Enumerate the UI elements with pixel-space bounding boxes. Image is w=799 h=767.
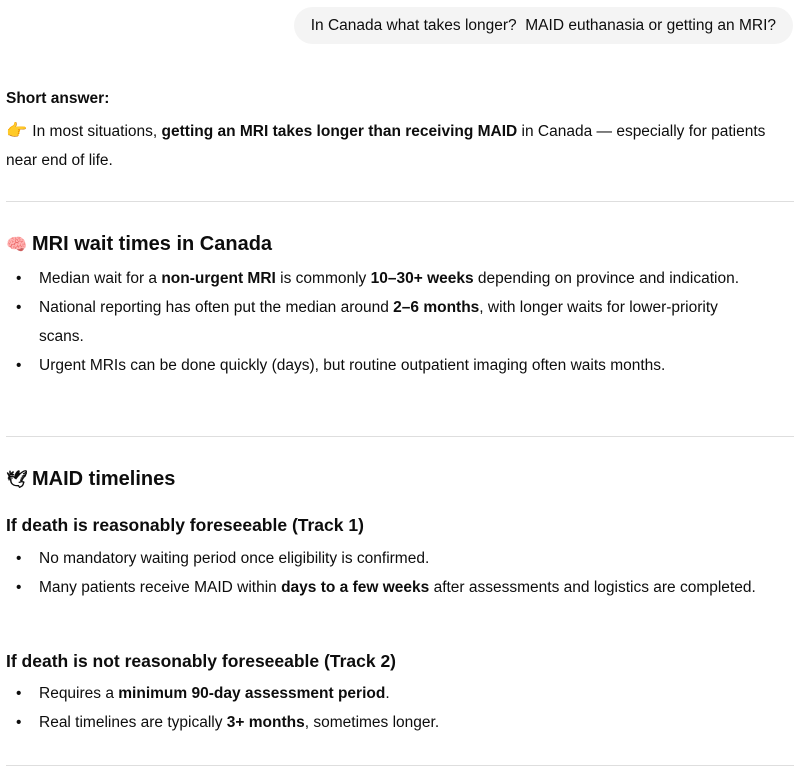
list-item: • Many patients receive MAID within days to a few weeks after assessments and logistics are completed.: [6, 573, 766, 602]
mri-section-heading: 🧠 MRI wait times in Canada: [6, 233, 273, 255]
track2-bullet-list: [6, 679, 766, 737]
divider: [6, 765, 794, 766]
list-item: • Urgent MRIs can be done quickly (days), but routine outpatient imaging often waits months.: [6, 351, 766, 380]
list-item: • No mandatory waiting period once eligibility is confirmed.: [6, 544, 766, 573]
short-answer-label: Short answer:: [6, 90, 110, 107]
track1-heading: If death is reasonably foreseeable (Track 1): [6, 515, 364, 535]
list-item: • Real timelines are typically 3+ months, sometimes longer.: [6, 708, 766, 737]
track1-bullet-list: [6, 544, 766, 602]
list-item: • National reporting has often put the median around 2–6 months, with longer waits for lower-priority scans.: [6, 293, 766, 351]
brain-icon: 🧠: [6, 234, 28, 254]
list-item: • Median wait for a non-urgent MRI is commonly 10–30+ weeks depending on province and indication.: [6, 264, 766, 293]
user-message-bubble: In Canada what takes longer? MAID euthanasia or getting an MRI?: [294, 7, 793, 44]
short-answer-paragraph: 👉 In most situations, getting an MRI takes longer than receiving MAID in Canada — especially for patients near end of life.: [6, 116, 766, 175]
mri-bullet-list: [6, 264, 766, 380]
divider: [6, 201, 794, 202]
divider: [6, 436, 794, 437]
dove-icon: 🕊: [6, 469, 28, 489]
list-item: • Requires a minimum 90-day assessment period.: [6, 679, 766, 708]
pointing-hand-icon: 👉: [6, 121, 28, 140]
maid-section-heading: 🕊 MAID timelines: [6, 468, 176, 490]
track2-heading: If death is not reasonably foreseeable (Track 2): [6, 651, 396, 671]
